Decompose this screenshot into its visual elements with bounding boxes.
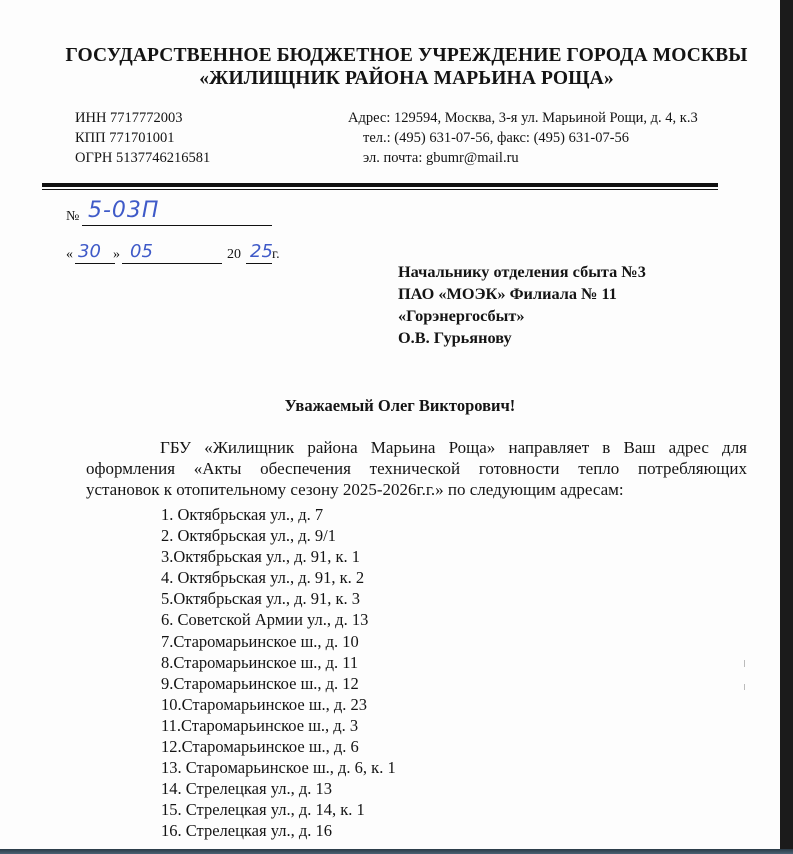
list-item: 5.Октябрьская ул., д. 91, к. 3 — [161, 589, 361, 609]
list-item: 15. Стрелецкая ул., д. 14, к. 1 — [161, 800, 365, 820]
month-underline — [122, 263, 222, 264]
handwritten-number: 5-03П — [88, 198, 160, 223]
list-item: 4. Октябрьская ул., д. 91, к. 2 — [161, 568, 365, 588]
handwritten-year: 25 — [250, 241, 273, 262]
scan-speck — [744, 684, 745, 690]
kpp: КПП 771701001 — [75, 130, 175, 146]
list-item: 12.Старомарьинское ш., д. 6 — [161, 737, 359, 757]
address-list — [161, 504, 396, 842]
list-item: 14. Стрелецкая ул., д. 13 — [161, 779, 332, 799]
window-bottom-edge — [0, 849, 793, 854]
body-line2: оформления «Акты обеспечения технической готовности тепло потребляющих — [86, 459, 747, 478]
greeting: Уважаемый Олег Викторович! — [284, 396, 516, 415]
addressee-line4: О.В. Гурьянову — [398, 328, 512, 347]
addressee-line2: ПАО «МОЭК» Филиала № 11 — [398, 284, 617, 303]
list-item: 8.Старомарьинское ш., д. 11 — [161, 652, 359, 672]
date-close-quote: » — [113, 247, 120, 262]
year-end: г. — [272, 247, 280, 262]
list-item: 3.Октябрьская ул., д. 91, к. 1 — [161, 547, 361, 567]
body-line1-text: ГБУ «Жилищник района Марьина Роща» направляет в Ваш адрес для — [160, 438, 747, 457]
body-line1 — [86, 437, 747, 458]
ogrn: ОГРН 5137746216581 — [75, 150, 211, 166]
addressee-block — [398, 261, 646, 349]
org-phone: тел.: (495) 631-07-56, факс: (495) 631-07-56 — [363, 130, 630, 146]
number-label: № — [66, 209, 80, 224]
handwritten-day: 30 — [78, 241, 101, 262]
list-item: 11.Старомарьинское ш., д. 3 — [161, 715, 359, 735]
list-item: 16. Стрелецкая ул., д. 16 — [161, 821, 332, 841]
org-title-line2: «ЖИЛИЩНИК РАЙОНА МАРЬИНА РОЩА» — [199, 68, 614, 89]
date-open-quote: « — [66, 247, 73, 262]
day-underline — [75, 263, 115, 264]
number-underline — [82, 225, 272, 226]
body-line3: установок к отопительному сезону 2025-2026г.г.» по следующим адресам: — [86, 480, 624, 499]
year-underline — [246, 263, 272, 264]
org-address: Адрес: 129594, Москва, 3-я ул. Марьиной Рощи, д. 4, к.3 — [348, 110, 698, 126]
header-rule-thick — [42, 183, 718, 187]
list-item: 10.Старомарьинское ш., д. 23 — [161, 694, 368, 714]
addressee-line1: Начальнику отделения сбыта №3 — [398, 262, 646, 281]
year-prefix: 20 — [227, 247, 241, 262]
org-email: эл. почта: gbumr@mail.ru — [363, 150, 519, 166]
list-item: 13. Старомарьинское ш., д. 6, к. 1 — [161, 758, 396, 778]
requisites-right — [348, 108, 698, 168]
list-item: 2. Октябрьская ул., д. 9/1 — [161, 526, 336, 546]
org-title-line1: ГОСУДАРСТВЕННОЕ БЮДЖЕТНОЕ УЧРЕЖДЕНИЕ ГОРОДА МОСКВЫ — [65, 45, 748, 66]
body-paragraph — [86, 437, 747, 500]
inn: ИНН 7717772003 — [75, 110, 183, 126]
requisites-left — [75, 108, 210, 168]
addressee-line3: «Горэнергосбыт» — [398, 306, 525, 325]
list-item: 6. Советской Армии ул., д. 13 — [161, 610, 369, 630]
scan-speck — [744, 660, 745, 667]
list-item: 7.Старомарьинское ш., д. 10 — [161, 631, 359, 651]
header-rule-thin — [42, 189, 718, 190]
list-item: 1. Октябрьская ул., д. 7 — [161, 505, 324, 524]
list-item: 9.Старомарьинское ш., д. 12 — [161, 673, 359, 693]
handwritten-month: 05 — [130, 241, 153, 262]
